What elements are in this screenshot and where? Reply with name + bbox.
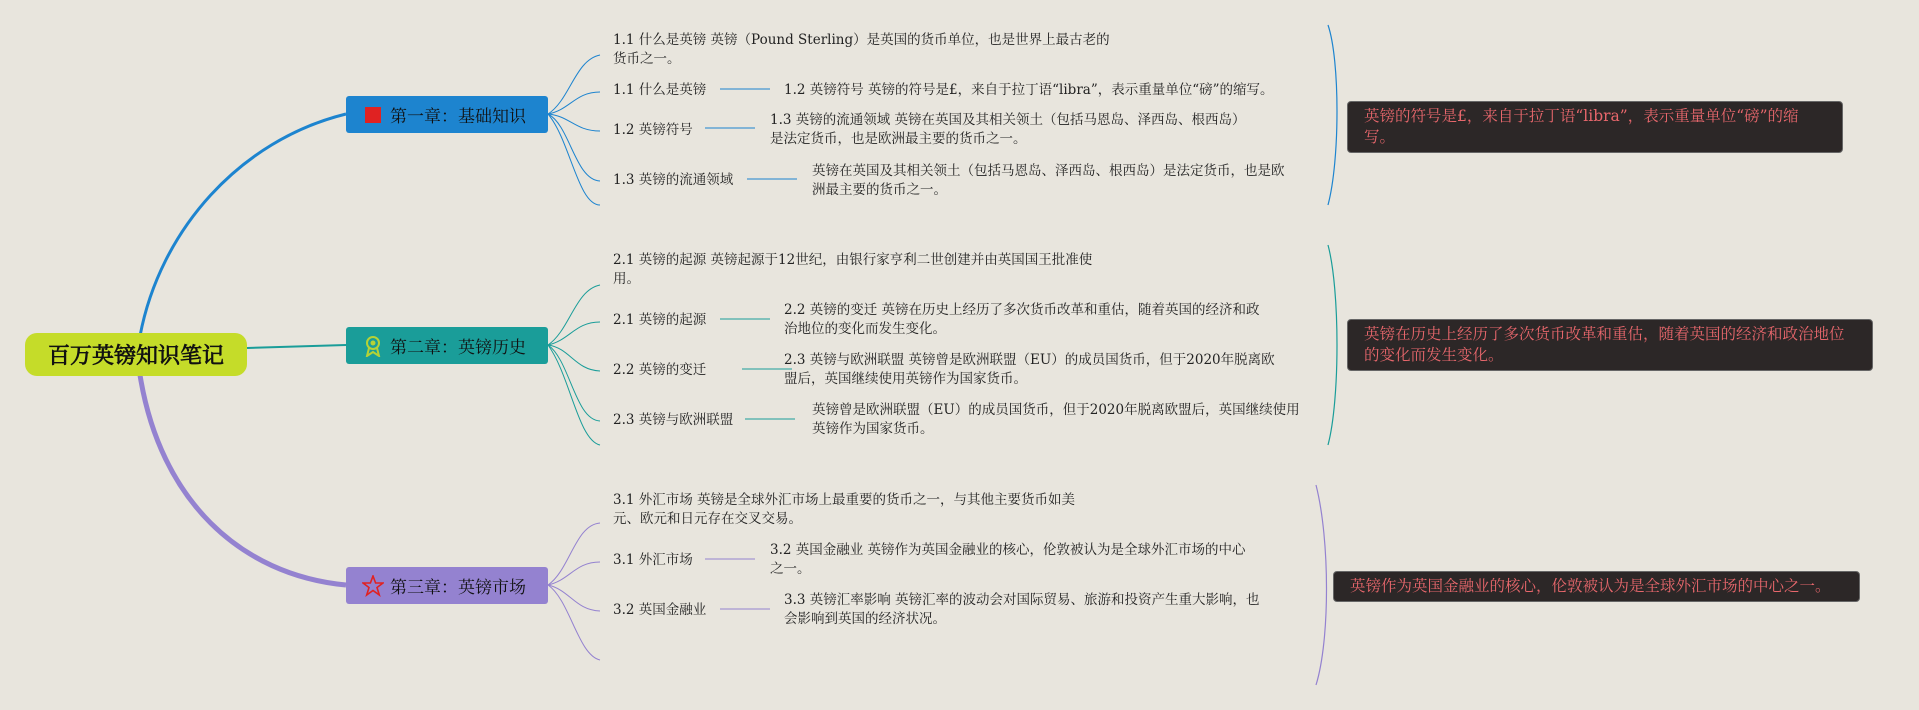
chapter-node-3[interactable]	[346, 567, 548, 604]
chapter-node-2[interactable]	[346, 327, 548, 364]
detail-2-3b: 英镑作为国家货币。	[812, 421, 934, 437]
detail-2-2[interactable]: 2.3 英镑与欧洲联盟 英镑曾是欧洲联盟（EU）的成员国货币，但于2020年脱离欧	[784, 352, 1275, 368]
root-to-chapter2-line	[247, 345, 346, 348]
node-1-3[interactable]: 1.3 英镑的流通领域	[613, 172, 734, 188]
summary-1-text: 英镑的符号是£，来自于拉丁语“libra”，表示重量单位“磅”的缩写。	[1364, 107, 1799, 146]
star-icon	[362, 575, 384, 597]
detail-2-2b: 盟后，英国继续使用英镑作为国家货币。	[784, 371, 1027, 387]
node-1-0[interactable]: 1.1 什么是英镑 英镑（Pound Sterling）是英国的货币单位，也是世界上最古老的	[613, 32, 1110, 48]
detail-1-3b: 洲最主要的货币之一。	[812, 182, 947, 198]
detail-1-2[interactable]: 1.3 英镑的流通领域 英镑在英国及其相关领土（包括马恩岛、泽西岛、根西岛）	[770, 112, 1246, 128]
detail-3-1b: 之一。	[770, 561, 811, 577]
root-to-chapter1-line	[140, 114, 346, 336]
red-flag-icon	[362, 104, 384, 126]
node-1-2[interactable]: 1.2 英镑符号	[613, 122, 693, 138]
detail-1-1[interactable]: 1.2 英镑符号 英镑的符号是£，来自于拉丁语“libra”，表示重量单位“磅”的缩写。	[784, 82, 1274, 98]
node-2-0b: 用。	[613, 271, 640, 287]
chapter-2-title: 第二章：英镑历史	[390, 338, 526, 358]
node-3-0b: 元、欧元和日元存在交叉交易。	[613, 511, 802, 527]
summary-3-text: 英镑作为英国金融业的核心，伦敦被认为是全球外汇市场的中心之一。	[1350, 577, 1831, 595]
root-title: 百万英镑知识笔记	[47, 344, 224, 369]
detail-3-2b: 会影响到英国的经济状况。	[784, 611, 946, 627]
summary-2[interactable]	[1347, 319, 1873, 371]
root-node[interactable]	[25, 333, 247, 376]
summary-2-line-2: 的变化而发生变化。	[1364, 346, 1504, 364]
node-3-0[interactable]: 3.1 外汇市场 英镑是全球外汇市场上最重要的货币之一，与其他主要货币如美	[613, 492, 1076, 508]
node-3-1[interactable]: 3.1 外汇市场	[613, 552, 693, 568]
chapter-3-title: 第三章：英镑市场	[390, 578, 526, 598]
root-to-chapter3-line	[140, 375, 346, 585]
chapter-node-1[interactable]	[346, 96, 548, 133]
node-2-0[interactable]: 2.1 英镑的起源 英镑起源于12世纪，由银行家亨利二世创建并由英国国王批准使	[613, 252, 1093, 268]
detail-1-3[interactable]: 英镑在英国及其相关领土（包括马恩岛、泽西岛、根西岛）是法定货币，也是欧	[812, 163, 1285, 179]
detail-2-1b: 治地位的变化而发生变化。	[784, 321, 946, 337]
node-1-0b: 货币之一。	[613, 51, 681, 67]
award-ribbon-icon	[362, 335, 384, 357]
node-1-1[interactable]: 1.1 什么是英镑	[613, 82, 707, 98]
chapter-1-title: 第一章：基础知识	[390, 107, 526, 127]
detail-1-2b: 是法定货币，也是欧洲最主要的货币之一。	[770, 131, 1027, 147]
detail-3-1[interactable]: 3.2 英国金融业 英镑作为英国金融业的核心，伦敦被认为是全球外汇市场的中心	[770, 542, 1246, 558]
node-2-2[interactable]: 2.2 英镑的变迁	[613, 362, 707, 378]
summary-1[interactable]	[1347, 101, 1843, 153]
detail-3-2[interactable]: 3.3 英镑汇率影响 英镑汇率的波动会对国际贸易、旅游和投资产生重大影响，也	[784, 592, 1260, 608]
detail-2-1[interactable]: 2.2 英镑的变迁 英镑在历史上经历了多次货币改革和重估，随着英国的经济和政	[784, 302, 1260, 318]
node-2-3[interactable]: 2.3 英镑与欧洲联盟	[613, 412, 734, 428]
node-3-2[interactable]: 3.2 英国金融业	[613, 602, 707, 618]
detail-2-3[interactable]: 英镑曾是欧洲联盟（EU）的成员国货币，但于2020年脱离欧盟后，英国继续使用	[812, 402, 1300, 418]
summary-2-line-1: 英镑在历史上经历了多次货币改革和重估，随着英国的经济和政治地位	[1364, 325, 1845, 343]
node-2-1[interactable]: 2.1 英镑的起源	[613, 312, 707, 328]
summary-3[interactable]	[1333, 571, 1860, 602]
